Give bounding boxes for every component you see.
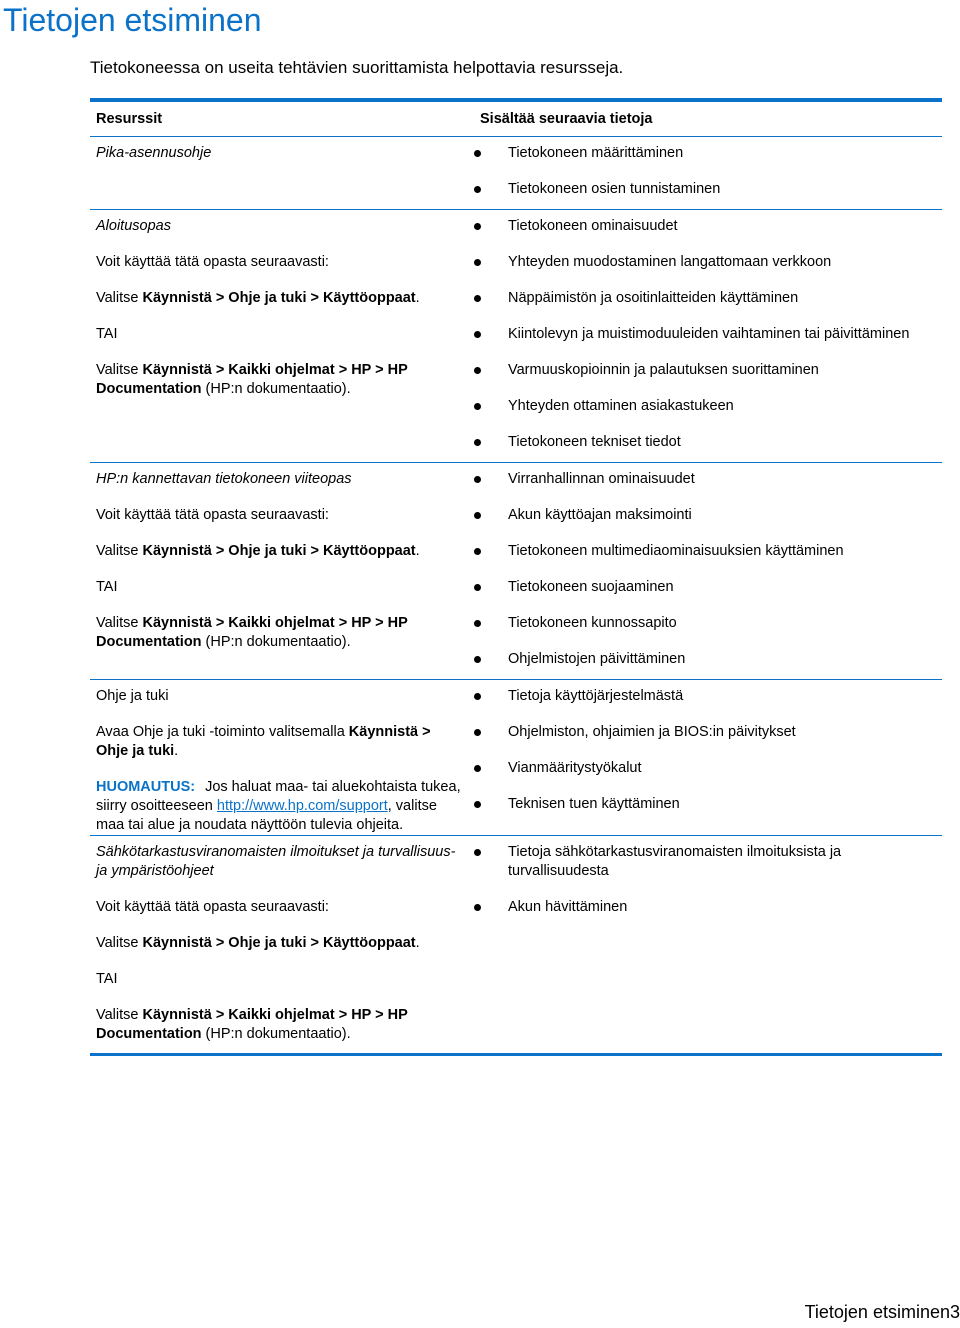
path-instruction: Valitse Käynnistä > Kaikki ohjelmat > HP > HP Documentation (HP:n dokumentaatio).: [96, 615, 408, 650]
or-text: TAI: [96, 579, 118, 595]
header-contents: Sisältää seuraavia tietoja: [480, 110, 653, 127]
bullet-icon: [474, 849, 481, 856]
resource-title: HP:n kannettavan tietokoneen viiteopas: [96, 471, 352, 487]
table-row: [90, 462, 942, 679]
bullet-icon: [474, 729, 481, 736]
list-item: Ohjelmiston, ohjaimien ja BIOS:in päivitykset: [474, 723, 942, 742]
usage-text: Voit käyttää tätä opasta seuraavasti:: [96, 899, 329, 915]
page-footer: [805, 1302, 960, 1323]
usage-text: Voit käyttää tätä opasta seuraavasti:: [96, 254, 329, 270]
list-item: Tietoja käyttöjärjestelmästä: [474, 687, 942, 706]
contents-cell: [474, 144, 942, 209]
list-item: Tietokoneen suojaaminen: [474, 578, 942, 597]
bullet-icon: [474, 904, 481, 911]
bullet-icon: [474, 403, 481, 410]
path-instruction: Valitse Käynnistä > Kaikki ohjelmat > HP > HP Documentation (HP:n dokumentaatio).: [96, 1007, 408, 1042]
page-title: Tietojen etsiminen: [3, 2, 262, 38]
list-item: Ohjelmistojen päivittäminen: [474, 650, 942, 669]
support-link[interactable]: http://www.hp.com/support: [216, 798, 388, 814]
resources-table: [90, 98, 942, 1056]
table-header: [90, 102, 942, 136]
bullet-icon: [474, 584, 481, 591]
list-item: Vianmääritystyökalut: [474, 759, 942, 778]
list-item: Akun käyttöajan maksimointi: [474, 506, 942, 525]
path-instruction: Valitse Käynnistä > Ohje ja tuki > Käyttöoppaat.: [96, 290, 420, 306]
list-item: Virranhallinnan ominaisuudet: [474, 470, 942, 489]
footer-section-title: Tietojen etsiminen: [804, 1302, 950, 1322]
bullet-icon: [474, 367, 481, 374]
list-item: Näppäimistön ja osoitinlaitteiden käyttäminen: [474, 289, 942, 308]
bullet-icon: [474, 186, 481, 193]
resource-title: Sähkötarkastusviranomaisten ilmoitukset ja turvallisuus- ja ympäristöohjeet: [96, 844, 456, 879]
resource-cell: [90, 843, 474, 1044]
list-item: Teknisen tuen käyttäminen: [474, 795, 942, 814]
table-row: [90, 835, 942, 1056]
or-text: TAI: [96, 326, 118, 342]
contents-cell: [474, 470, 942, 679]
bullet-icon: [474, 620, 481, 627]
bullet-icon: [474, 439, 481, 446]
list-item: Tietokoneen määrittäminen: [474, 144, 942, 163]
list-item: Tietokoneen multimediaominaisuuksien käyttäminen: [474, 542, 942, 561]
contents-cell: [474, 217, 942, 462]
or-text: TAI: [96, 971, 118, 987]
list-item: Akun hävittäminen: [474, 898, 942, 917]
table-row: [90, 679, 942, 835]
list-item: Tietoja sähkötarkastusviranomaisten ilmoituksista ja turvallisuudesta: [474, 843, 942, 881]
bullet-icon: [474, 331, 481, 338]
list-item: Kiintolevyn ja muistimoduuleiden vaihtaminen tai päivittäminen: [474, 325, 942, 344]
bullet-icon: [474, 548, 481, 555]
path-instruction: Valitse Käynnistä > Kaikki ohjelmat > HP > HP Documentation (HP:n dokumentaatio).: [96, 362, 408, 397]
list-item: Varmuuskopioinnin ja palautuksen suorittaminen: [474, 361, 942, 380]
bullet-icon: [474, 801, 481, 808]
resource-title: Aloitusopas: [96, 218, 171, 234]
list-item: Tietokoneen kunnossapito: [474, 614, 942, 633]
list-item: Tietokoneen osien tunnistaminen: [474, 180, 942, 199]
resource-title: Ohje ja tuki: [96, 688, 169, 704]
bullet-icon: [474, 765, 481, 772]
list-item: Yhteyden ottaminen asiakastukeen: [474, 397, 942, 416]
table-row: [90, 136, 942, 209]
bullet-icon: [474, 476, 481, 483]
page-number: 3: [949, 1302, 960, 1322]
list-item: Tietokoneen ominaisuudet: [474, 217, 942, 236]
resource-cell: [90, 687, 474, 835]
bullet-icon: [474, 150, 481, 157]
open-instruction: Avaa Ohje ja tuki -toiminto valitsemalla Käynnistä > Ohje ja tuki.: [96, 724, 431, 759]
bullet-icon: [474, 295, 481, 302]
note: HUOMAUTUS: Jos haluat maa- tai aluekohtaista tukea, siirry osoitteeseen http://www.hp.com/support, valitse maa tai alue ja noudata näyttöön tulevia ohjeita.: [96, 779, 461, 833]
path-instruction: Valitse Käynnistä > Ohje ja tuki > Käyttöoppaat.: [96, 935, 420, 951]
resource-cell: [90, 217, 474, 462]
bullet-icon: [474, 693, 481, 700]
list-item: Tietokoneen tekniset tiedot: [474, 433, 942, 452]
bullet-icon: [474, 656, 481, 663]
path-instruction: Valitse Käynnistä > Ohje ja tuki > Käyttöoppaat.: [96, 543, 420, 559]
bullet-icon: [474, 512, 481, 519]
header-resources: Resurssit: [96, 110, 163, 127]
usage-text: Voit käyttää tätä opasta seuraavasti:: [96, 507, 329, 523]
intro-text: Tietokoneessa on useita tehtävien suorittamista helpottavia resursseja.: [90, 58, 624, 77]
resource-title: Pika-asennusohje: [96, 145, 212, 161]
bullet-icon: [474, 223, 481, 230]
bullet-icon: [474, 259, 481, 266]
resource-cell: [90, 470, 474, 679]
contents-cell: [474, 843, 942, 1044]
resource-cell: [90, 144, 474, 209]
contents-cell: [474, 687, 942, 835]
table-row: [90, 209, 942, 462]
list-item: Yhteyden muodostaminen langattomaan verkkoon: [474, 253, 942, 272]
note-label: HUOMAUTUS:: [96, 779, 196, 795]
